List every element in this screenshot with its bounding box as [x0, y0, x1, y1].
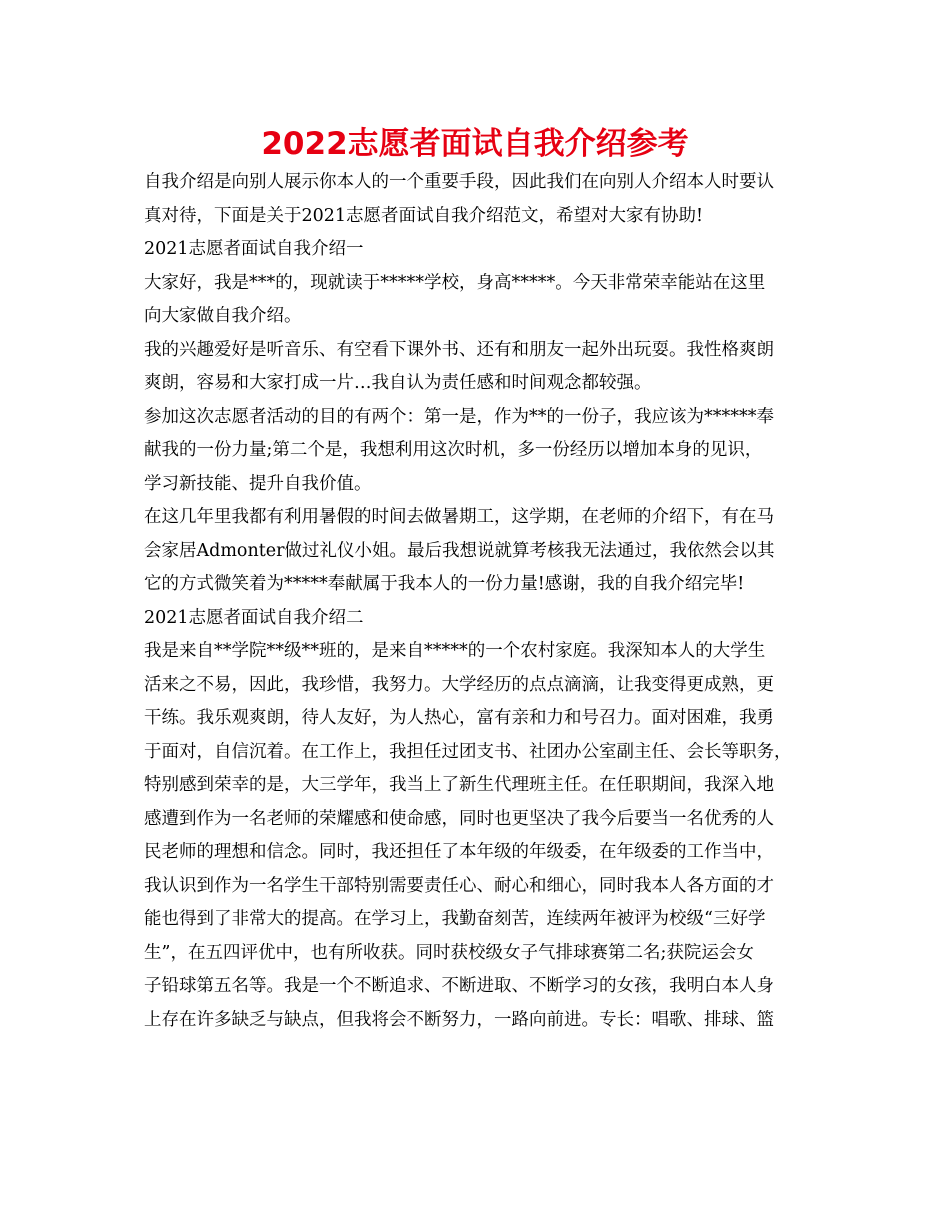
text-line: 干练。我乐观爽朗，待人友好，为人热心，富有亲和力和号召力。面对困难，我勇: [144, 708, 774, 728]
text-line: 献我的一份力量;第二个是，我想利用这次时机，多一份经历以增加本身的见识，: [144, 440, 763, 460]
document-body: [144, 166, 814, 1037]
section-heading: 2021志愿者面试自我介绍二: [144, 607, 364, 628]
text-line: 爽朗，容易和大家打成一片…我自认为责任感和时间观念都较强。: [144, 373, 652, 393]
text-line: 能也得到了非常大的提高。在学习上，我勤奋刻苦，连续两年被评为校级“三好学: [144, 909, 766, 929]
text-line: 于面对，自信沉着。在工作上，我担任过团支书、社团办公室副主任、会长等职务，: [144, 741, 792, 762]
text-line: 我认识到作为一名学生干部特别需要责任心、耐心和细心，同时我本人各方面的才: [144, 875, 774, 896]
text-line: 会家居Admonter做过礼仪小姐。最后我想说就算考核我无法通过，我依然会以其: [144, 540, 775, 561]
text-line: 感遭到作为一名老师的荣耀感和使命感，同时也更坚决了我今后要当一名优秀的人: [144, 808, 774, 829]
text-line: 向大家做自我介绍。: [144, 306, 302, 326]
text-line: 自我介绍是向别人展示你本人的一个重要手段，因此我们在向别人介绍本人时要认: [144, 172, 774, 192]
section-heading: 2021志愿者面试自我介绍一: [144, 239, 364, 259]
text-line: 我是来自**学院**级**班的，是来自*****的一个农村家庭。我深知本人的大学生: [144, 641, 766, 661]
document-title: 2022志愿者面试自我介绍参考: [261, 126, 689, 162]
text-line: 民老师的理想和信念。同时，我还担任了本年级的年级委，在年级委的工作当中，: [144, 842, 774, 862]
text-line: 它的方式微笑着为*****奉献属于我本人的一份力量!感谢，我的自我介绍完毕!: [144, 574, 745, 594]
text-line: 大家好，我是***的，现就读于*****学校，身高*****。今天非常荣幸能站在这里: [144, 272, 766, 293]
text-line: 生”，在五四评优中，也有所收获。同时获校级女子气排球赛第二名;获院运会女: [144, 942, 754, 963]
text-line: 特别感到荣幸的是，大三学年，我当上了新生代理班主任。在任职期间，我深入地: [144, 775, 774, 795]
text-line: 活来之不易，因此，我珍惜，我努力。大学经历的点点滴滴，让我变得更成熟，更: [144, 674, 774, 695]
text-line: 参加这次志愿者活动的目的有两个：第一是，作为**的一份子，我应该为******奉: [144, 406, 774, 427]
text-line: 学习新技能、提升自我价值。: [144, 473, 372, 494]
text-line: 子铅球第五名等。我是一个不断追求、不断进取、不断学习的女孩，我明白本人身: [144, 976, 774, 996]
text-line: 在这几年里我都有利用暑假的时间去做暑期工，这学期，在老师的介绍下，有在马: [144, 507, 774, 527]
text-line: 我的兴趣爱好是听音乐、有空看下课外书、还有和朋友一起外出玩耍。我性格爽朗: [144, 339, 774, 360]
text-line: 上存在许多缺乏与缺点，但我将会不断努力，一路向前进。专长：唱歌、排球、篮: [144, 1009, 774, 1030]
text-line: 真对待，下面是关于2021志愿者面试自我介绍范文，希望对大家有协助!: [144, 205, 704, 226]
